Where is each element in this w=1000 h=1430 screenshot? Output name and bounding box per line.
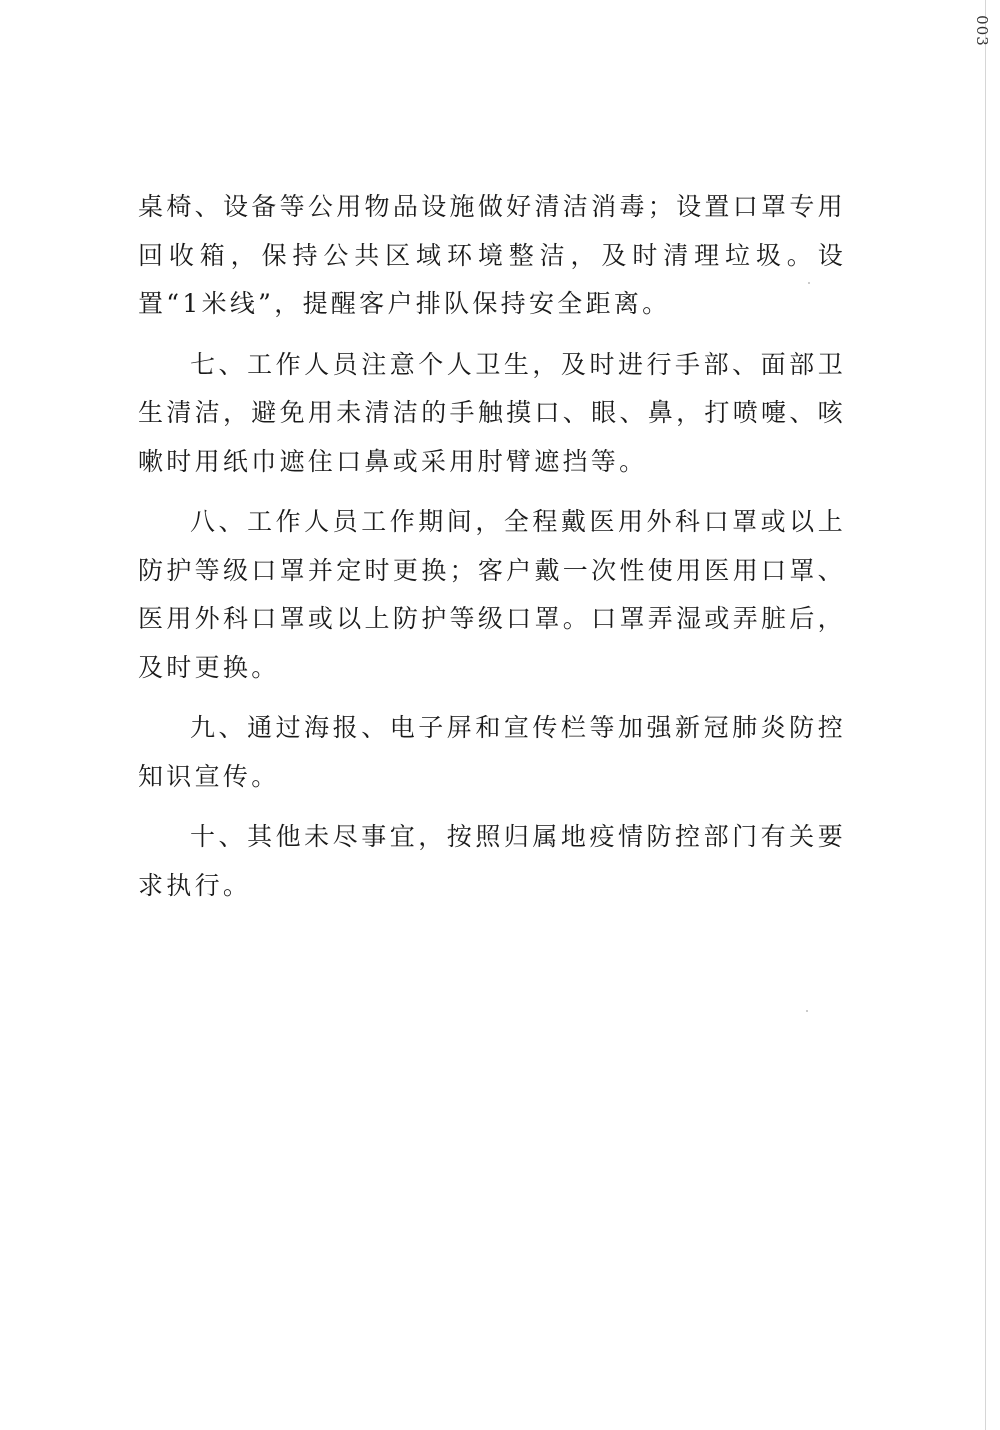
scan-speck (808, 282, 810, 284)
scan-speck (806, 1010, 808, 1012)
paragraph-item-8: 八、工作人员工作期间，全程戴医用外科口罩或以上防护等级口罩并定时更换；客户戴一次性使用医用口罩、医用外科口罩或以上防护等级口罩。口罩弄湿或弄脏后，及时更换。 (138, 507, 846, 682)
page-number: 003 (973, 15, 992, 47)
paragraph-item-9: 九、通过海报、电子屏和宣传栏等加强新冠肺炎防控知识宣传。 (138, 713, 846, 791)
paragraph-item-10: 十、其他未尽事宜，按照归属地疫情防控部门有关要求执行。 (138, 822, 846, 900)
paragraph-continuation: 桌椅、设备等公用物品设施做好清洁消毒；设置口罩专用回收箱，保持公共区域环境整洁，及时清理垃圾。设置“1米线”，提醒客户排队保持安全距离。 (138, 192, 846, 318)
page-edge-line (985, 0, 986, 1430)
document-body (138, 183, 846, 910)
paragraph-item-7: 七、工作人员注意个人卫生，及时进行手部、面部卫生清洁，避免用未清洁的手触摸口、眼、鼻，打喷嚏、咳嗽时用纸巾遮住口鼻或采用肘臂遮挡等。 (138, 349, 846, 476)
